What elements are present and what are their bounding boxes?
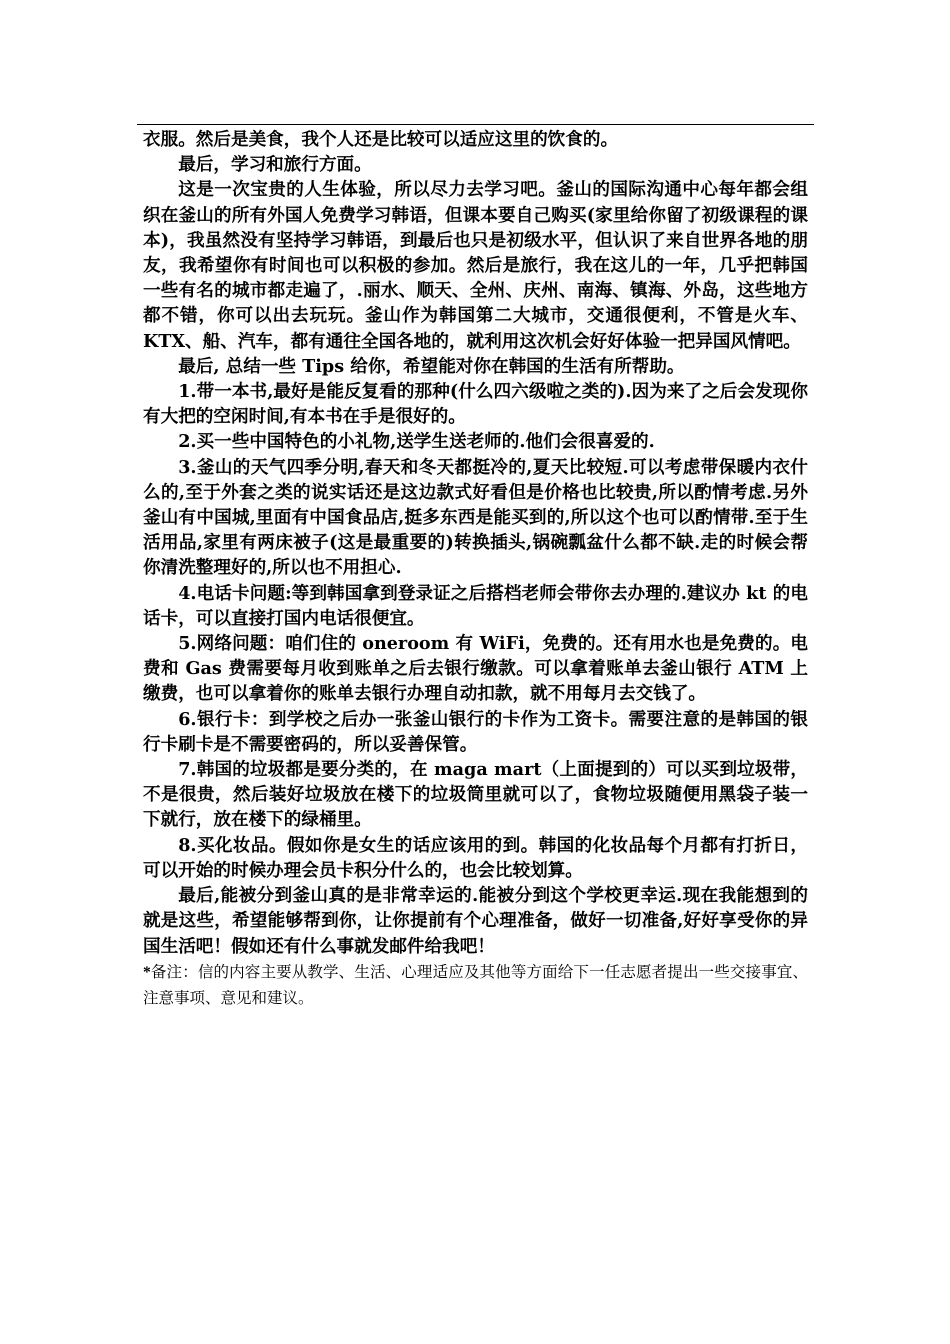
paragraph-study-travel-heading: 最后，学习和旅行方面。 <box>178 154 372 176</box>
header-rule <box>137 124 814 125</box>
paragraph-clothes-food: 衣服。然后是美食，我个人还是比较可以适应这里的饮食的。 <box>143 129 619 150</box>
paragraph-tips-intro: 最后, 总结一些 Tips 给你，希望能对你在韩国的生活有所帮助。 <box>178 355 685 377</box>
tip-item-6: 6.银行卡：到学校之后办一张釜山银行的卡作为工资卡。需要注意的是韩国的银行卡刷卡是不需要密码的，所以妥善保管。 <box>143 708 808 755</box>
footnote-marker: * <box>143 963 151 981</box>
tip-item-3: 3.釜山的天气四季分明,春天和冬天都挺冷的,夏天比较短.可以考虑带保暖内衣什么的,至于外套之类的说实话还是这边款式好看但是价格也比较贵,所以酌情考虑.另外釜山有中国城,里面有中国食品店,挺多东西是能买到的,所以这个也可以酌情带.至于生活用品,家里有两床被子(这是最重要的)转换插头,锅碗瓢盆什么都不缺.走的时候会帮你清洗整理好的,所以也不用担心. <box>143 456 808 579</box>
tip-item-1: 1.带一本书,最好是能反复看的那种(什么四六级啦之类的).因为来了之后会发现你有大把的空闲时间,有本书在手是很好的。 <box>143 381 808 428</box>
footnote <box>143 960 808 1012</box>
paragraph-study-travel: 这是一次宝贵的人生体验，所以尽力去学习吧。釜山的国际沟通中心每年都会组织在釜山的所有外国人免费学习韩语，但课本要自己购买(家里给你留了初级课程的课本)，我虽然没有坚持学习韩语，到最后也只是初级水平，但认识了来自世界各地的朋友，我希望你有时间也可以积极的参加。然后是旅行，我在这儿的一年，几乎把韩国一些有名的城市都走遍了，.丽水、顺天、全州、庆州、南海、镇海、外岛，这些地方都不错，你可以出去玩玩。釜山作为韩国第二大城市，交通很便利，不管是火车、KTX、船、汽车，都有通往全国各地的，就利用这次机会好好体验一把异国风情吧。 <box>143 179 808 352</box>
body-text <box>143 127 808 1012</box>
tip-item-2: 2.买一些中国特色的小礼物,送学生送老师的.他们会很喜爱的. <box>178 431 655 453</box>
paragraph-closing: 最后,能被分到釜山真的是非常幸运的.能被分到这个学校更幸运.现在我能想到的就是这些，希望能够帮到你，让你提前有个心理准备，做好一切准备,好好享受你的异国生活吧！假如还有什么事就发邮件给我吧！ <box>143 885 808 957</box>
tip-item-4: 4.电话卡问题:等到韩国拿到登录证之后搭档老师会带你去办理的.建议办 kt 的电话卡，可以直接打国内电话很便宜。 <box>143 582 808 629</box>
tip-item-5: 5.网络问题：咱们住的 oneroom 有 WiFi，免费的。还有用水也是免费的。电费和 Gas 费需要每月收到账单之后去银行缴款。可以拿着账单去釜山银行 ATM 上缴费，也可以拿着你的账单去银行办理自动扣款，就不用每月去交钱了。 <box>143 633 808 705</box>
tip-item-8: 8.买化妆品。假如你是女生的话应该用的到。韩国的化妆品每个月都有打折日，可以开始的时候办理会员卡积分什么的，也会比较划算。 <box>143 834 808 881</box>
tip-item-7: 7.韩国的垃圾都是要分类的，在 maga mart（上面提到的）可以买到垃圾带，不是很贵，然后装好垃圾放在楼下的垃圾筒里就可以了，食物垃圾随便用黑袋子装一下就行，放在楼下的绿桶里。 <box>143 759 808 831</box>
footnote-text: 备注：信的内容主要从教学、生活、心理适应及其他等方面给下一任志愿者提出一些交接事宜、注意事项、意见和建议。 <box>143 963 808 1007</box>
